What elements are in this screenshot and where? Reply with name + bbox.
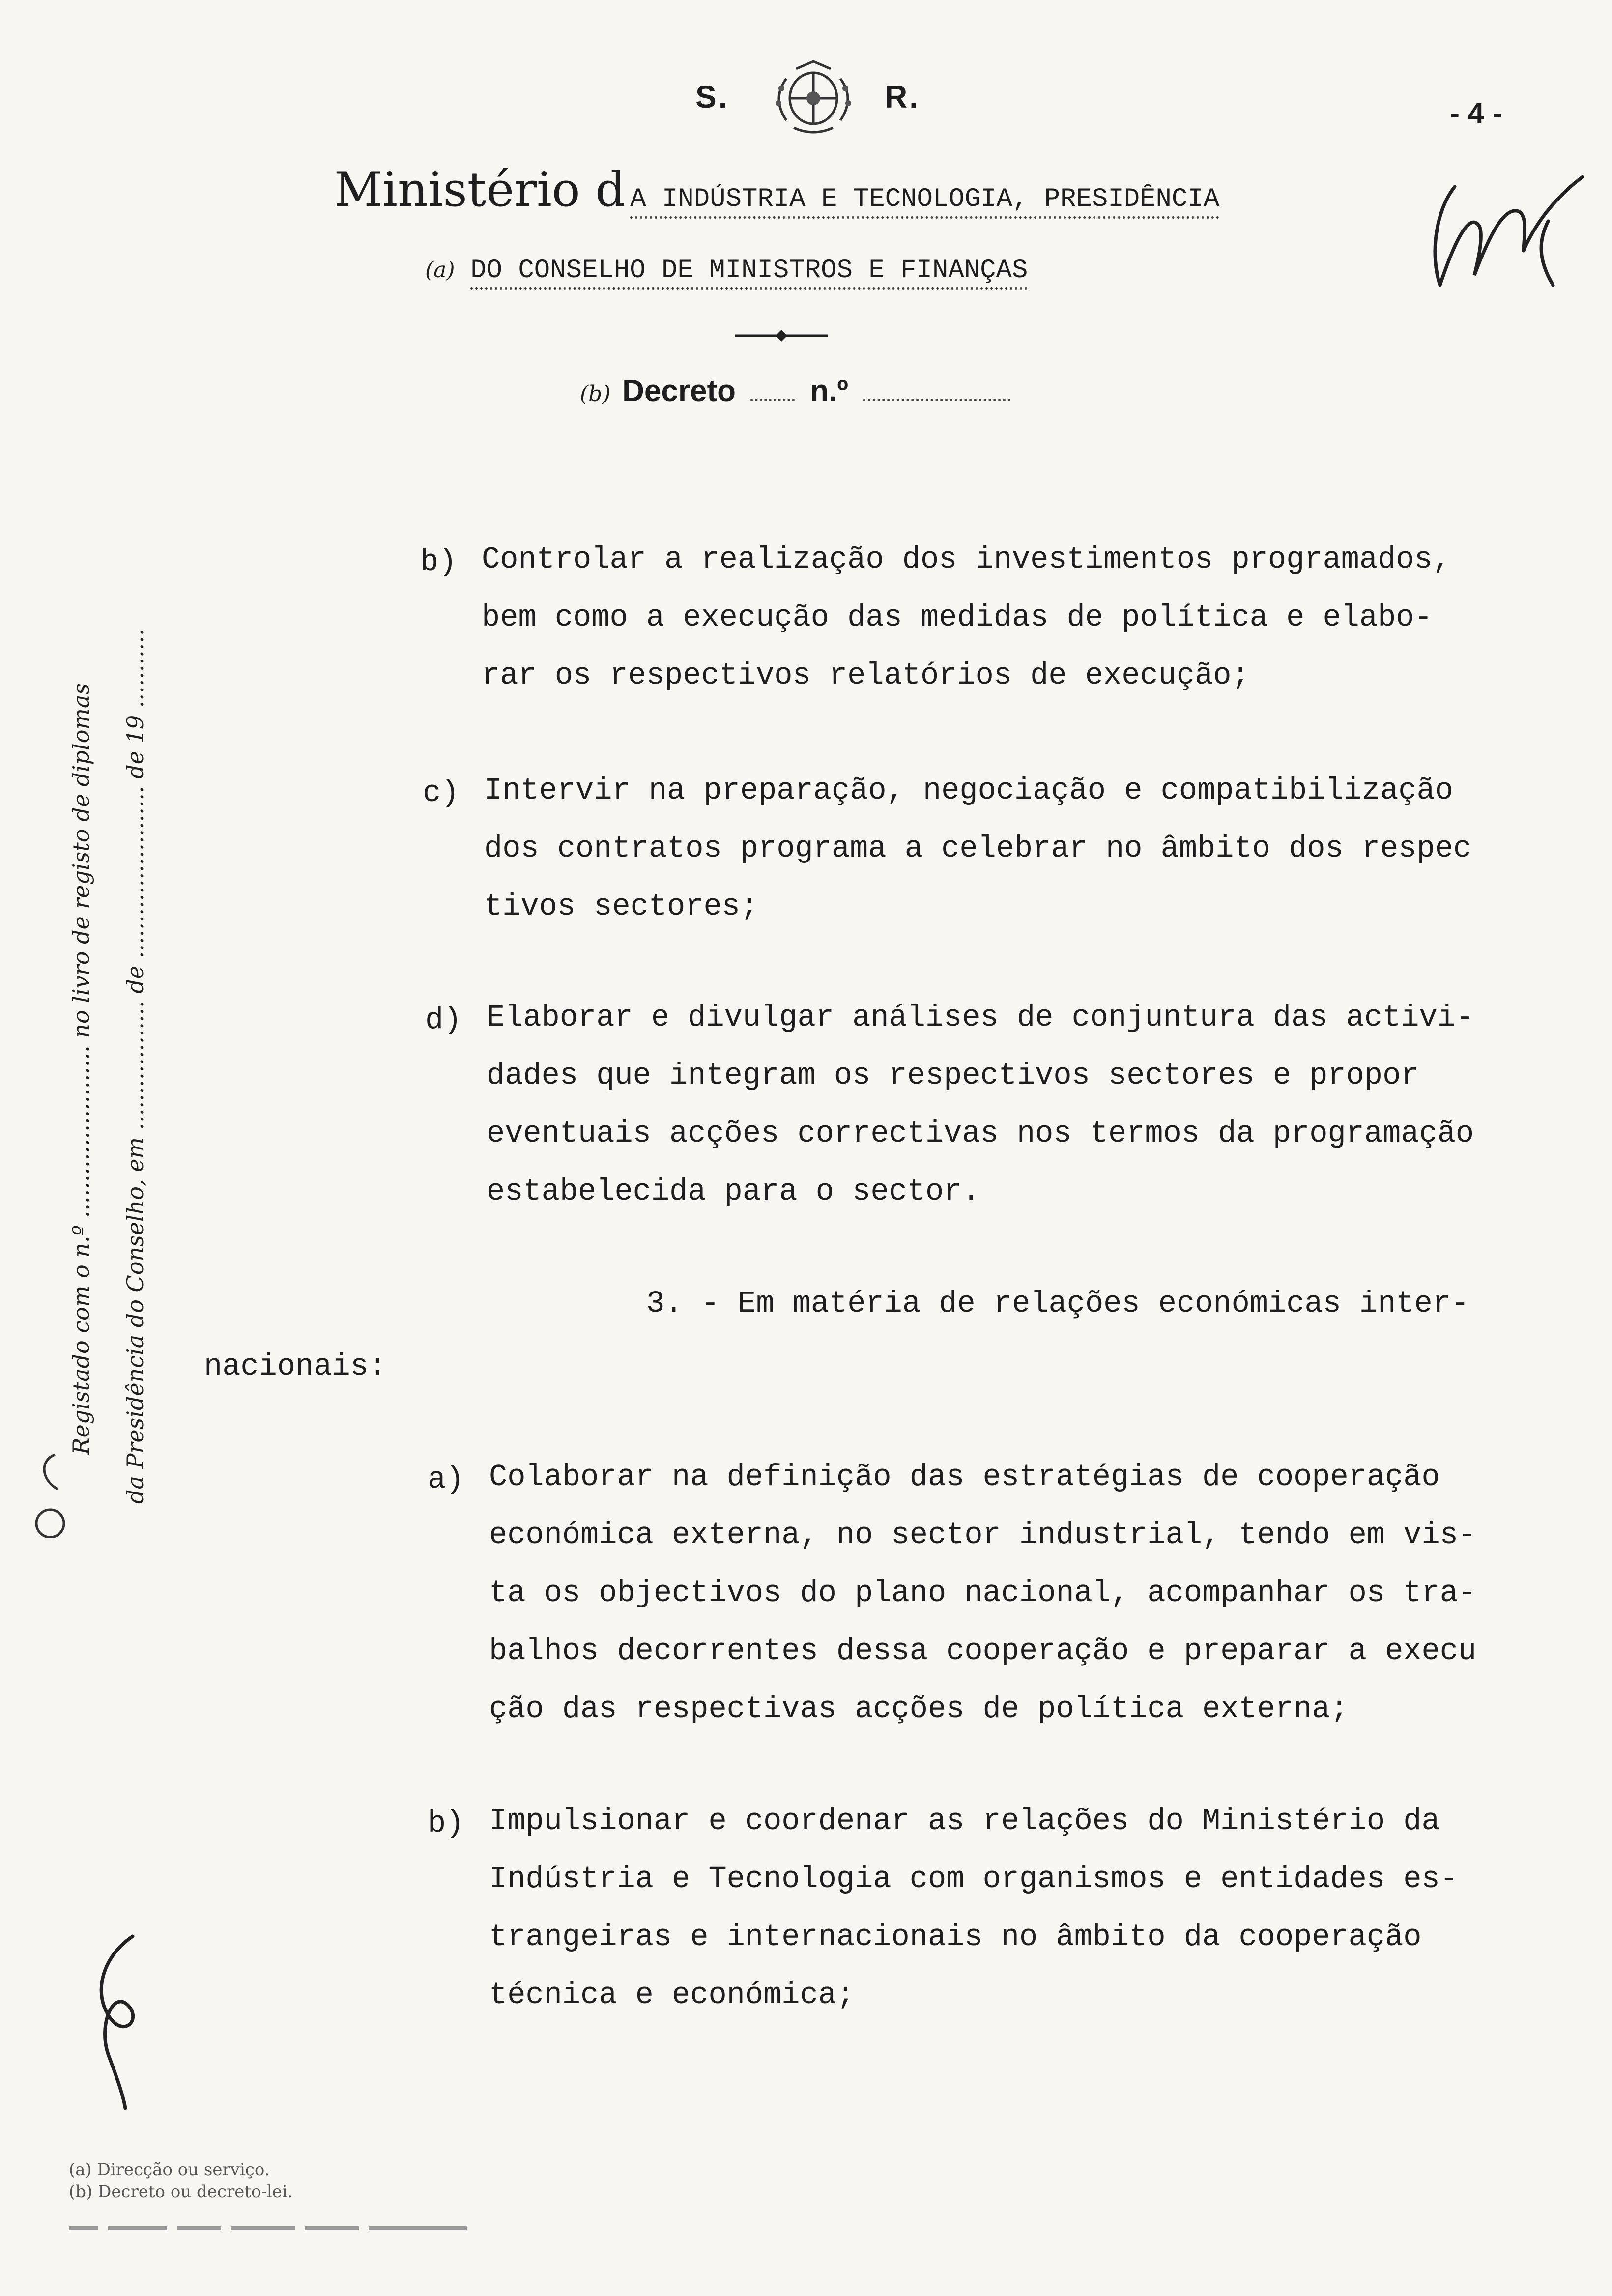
item-b2-marker: b) [428,1806,464,1841]
handwritten-initials-icon [1425,167,1592,300]
ministry-prefix: Ministério d [334,162,626,217]
decree-blank-2 [863,399,1010,401]
decree-word: Decreto [622,374,736,408]
item-a2-line-3: ta os objectivos do plano nacional, acompanhar os tra- [489,1576,1477,1610]
margin-ornament-icon [30,1347,70,1538]
ministry-heading [334,162,1219,217]
item-d-line-1: Elaborar e divulgar análises de conjuntura das activi- [487,1000,1474,1035]
item-d-marker: d) [425,1003,462,1037]
item-b2-line-1: Impulsionar e coordenar as relações do Ministério da [489,1804,1440,1838]
item-b-line-3: rar os respectivos relatórios de execução; [482,658,1250,693]
item-a2-marker: a) [428,1462,464,1497]
item-b-line-1: Controlar a realização dos investimentos programados, [482,542,1451,577]
coat-of-arms-icon [767,59,860,138]
item-c-line-1: Intervir na preparação, negociação e compatibilização [484,773,1453,808]
decree-number-label: n.º [810,374,848,408]
item-b2-line-2: Indústria e Tecnologia com organismos e entidades es- [489,1862,1458,1896]
label-b: (b) [580,381,611,406]
item-a2-line-4: balhos decorrentes dessa cooperação e preparar a execu [489,1634,1477,1668]
item-c-line-3: tivos sectores; [484,889,759,924]
item-d-line-3: eventuais acções correctivas nos termos da programação [487,1116,1474,1151]
decree-blank-1 [750,399,795,401]
item-b-line-2: bem como a execução das medidas de política e elabo- [482,600,1433,635]
item-c-marker: c) [423,775,460,810]
item-c-line-2: dos contratos programa a celebrar no âmbito dos respec [484,831,1472,866]
header-s-letter: S. [695,79,729,115]
item-d-line-2: dades que integram os respectivos sectores e propor [487,1058,1419,1093]
item-a2-line-1: Colaborar na definição das estratégias de cooperação [489,1460,1440,1494]
item-b-marker: b) [420,545,457,579]
item-a2-line-5: ção das respectivas acções de política externa; [489,1692,1349,1726]
item-d-line-4: estabelecida para o sector. [487,1174,980,1209]
page-number: - 4 - [1450,97,1502,130]
handwritten-signature-icon [74,1926,162,2113]
label-a: (a) [425,258,455,283]
item-a2-line-2: económica externa, no sector industrial, tendo em vis- [489,1518,1477,1552]
margin-note-line-1: Registado com o n.º ........................ no livro de registo de diplomas [68,683,94,1455]
item-b2-line-3: trangeiras e internacionais no âmbito da cooperação [489,1920,1422,1954]
ornament-divider [735,328,828,343]
section-3-heading-continuation: nacionais: [204,1349,387,1384]
footnote-b: (b) Decreto ou decreto-lei. [69,2182,293,2202]
item-b2-line-4: técnica e económica; [489,1978,855,2012]
footnote-a: (a) Direcção ou serviço. [69,2160,270,2180]
margin-note-line-2: da Presidência do Conselho, em .................. de ........................ de 19 ........... [122,629,148,1504]
printer-imprint [69,2221,472,2236]
ministry-line-1: A INDÚSTRIA E TECNOLOGIA, PRESIDÊNCIA [630,184,1219,219]
ministry-subheading [425,256,1028,286]
decree-line [580,373,1010,408]
ministry-line-2: DO CONSELHO DE MINISTROS E FINANÇAS [470,256,1028,290]
header-r-letter: R. [885,79,920,115]
section-3-heading: 3. - Em matéria de relações económicas inter- [646,1286,1469,1321]
